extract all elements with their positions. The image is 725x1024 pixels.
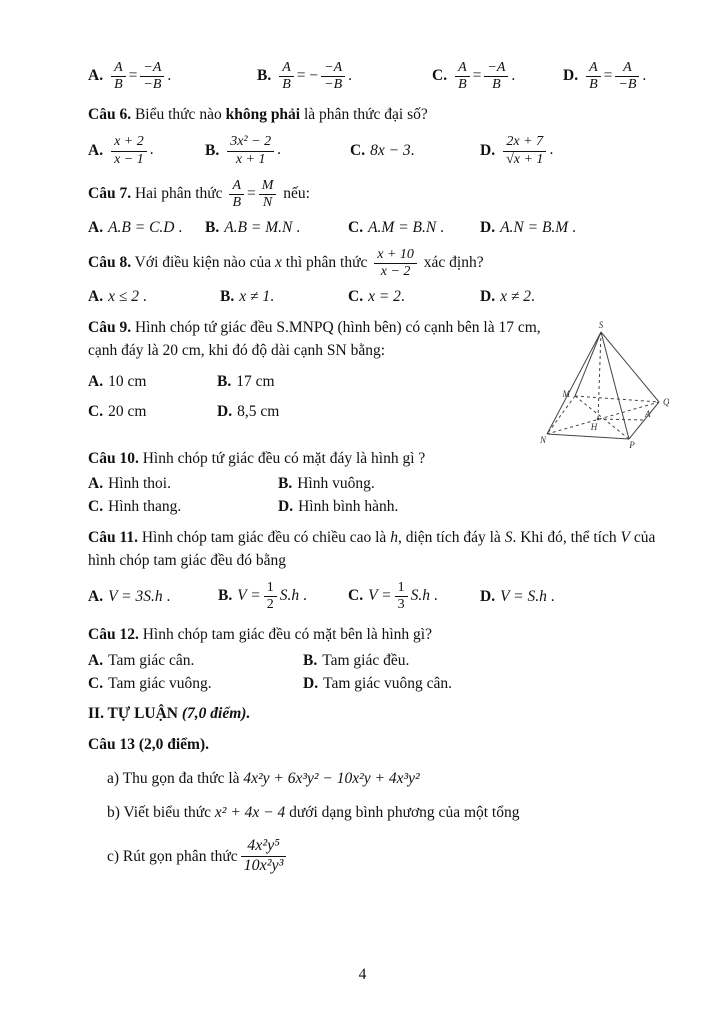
option-text: Tam giác vuông. xyxy=(108,674,212,692)
q11-option-b xyxy=(218,580,348,613)
question-number: Câu 6. xyxy=(88,106,132,124)
option-tail: . xyxy=(174,218,183,236)
option-text: 20 cm xyxy=(108,402,147,420)
question-text: xác định? xyxy=(419,253,484,271)
option-tail: . xyxy=(410,142,415,160)
fraction-denominator: −B xyxy=(618,77,637,93)
option-label: D. xyxy=(480,141,496,159)
section-2-header xyxy=(88,705,657,723)
question-10-options-row-1 xyxy=(88,475,657,493)
q12-option-b xyxy=(303,652,409,670)
option-tail: . xyxy=(549,141,554,159)
q7-option-c xyxy=(348,219,480,237)
fraction-denominator: B xyxy=(232,194,241,210)
option-label: C. xyxy=(348,587,364,605)
question-7-title xyxy=(88,178,657,211)
question-7-options xyxy=(88,219,657,237)
pyramid-figure xyxy=(537,318,669,448)
option-label: A. xyxy=(88,67,104,85)
q8-option-a xyxy=(88,288,220,306)
fraction-denominator: 2 xyxy=(266,597,274,613)
question-text: Hình chóp tam giác đều có mặt bên là hình gì? xyxy=(138,626,432,644)
fraction xyxy=(227,134,274,167)
question-9-title xyxy=(88,316,550,363)
fraction-denominator: B xyxy=(114,77,123,93)
option-label: A. xyxy=(88,474,104,492)
question-12-title xyxy=(88,623,657,646)
q8-option-c xyxy=(348,288,480,306)
option-label: B. xyxy=(218,587,233,605)
option-text: Tam giác đều. xyxy=(322,651,410,669)
option-math: V = xyxy=(237,587,261,605)
question-6 xyxy=(88,103,657,167)
fraction-denominator: B xyxy=(589,77,598,93)
fraction-denominator: x − 2 xyxy=(380,263,411,279)
option-tail: . xyxy=(642,67,647,85)
option-label: A. xyxy=(88,372,104,390)
fraction-denominator: −B xyxy=(143,77,162,93)
q12-option-c xyxy=(88,675,303,693)
q9-option-d xyxy=(217,403,279,421)
question-13-title xyxy=(88,733,657,756)
option-label: C. xyxy=(88,402,104,420)
option-tail: . xyxy=(436,218,444,236)
question-text: thì phân thức xyxy=(281,253,372,271)
option-tail: . xyxy=(167,67,172,85)
q11-option-c xyxy=(348,580,480,613)
question-text: Hình chóp tứ giác đều S.MNPQ (hình bên) có cạnh bên là 17 cm, cạnh đáy là 20 cm, khi đó độ dài cạnh SN bằng: xyxy=(88,319,541,360)
option-text: Hình bình hành. xyxy=(298,497,399,515)
fraction xyxy=(374,247,417,280)
question-number: Câu 7. xyxy=(88,184,132,202)
part-math: 4x²y + 6x³y² − 10x²y + 4x³y² xyxy=(243,769,420,787)
q10-option-c xyxy=(88,498,278,516)
question-10-title xyxy=(88,447,657,470)
q10-option-d xyxy=(278,498,398,516)
q5-option-b xyxy=(257,60,432,93)
option-label: B. xyxy=(205,218,220,236)
option-tail: . xyxy=(546,587,555,605)
option-tail: . xyxy=(568,218,576,236)
option-tail: . xyxy=(299,587,307,605)
q9-option-a xyxy=(88,373,217,391)
equals-sign: = xyxy=(472,67,482,85)
q7-option-d xyxy=(480,219,576,237)
q7-option-a xyxy=(88,219,205,237)
fraction-numerator: 3x² − 2 xyxy=(227,134,274,151)
fraction-numerator: 2x + 7 xyxy=(503,134,546,151)
fraction xyxy=(229,178,244,211)
option-math: S.h xyxy=(279,587,300,605)
option-label: A. xyxy=(88,587,104,605)
q8-option-d xyxy=(480,288,535,306)
q5-option-c xyxy=(432,60,563,93)
part-text: dưới dạng bình phương của một tổng xyxy=(285,804,520,822)
question-12-options-row-2 xyxy=(88,675,657,693)
part-text: c) Rút gọn phân thức xyxy=(107,847,238,865)
option-tail: . xyxy=(292,218,301,236)
variable-s: S xyxy=(504,528,513,546)
question-text: Với điều kiện nào của xyxy=(131,253,276,271)
fraction-numerator: −A xyxy=(484,60,508,77)
fraction xyxy=(241,837,287,875)
equals-sign: = xyxy=(247,184,256,202)
option-tail: . xyxy=(277,141,281,159)
fraction-numerator: A xyxy=(615,60,639,77)
q5-option-a xyxy=(88,60,257,93)
q9-option-b xyxy=(217,373,275,391)
option-label: B. xyxy=(303,651,318,669)
option-text: Tam giác cân. xyxy=(108,651,195,669)
fraction-numerator: A xyxy=(229,178,244,195)
q10-option-b xyxy=(278,475,375,493)
sqrt-icon: √ xyxy=(506,151,514,167)
option-math: A.M = B.N xyxy=(368,218,437,236)
option-label: A. xyxy=(88,651,104,669)
fraction xyxy=(586,60,601,93)
option-label: B. xyxy=(217,372,232,390)
option-label: C. xyxy=(348,218,364,236)
option-tail: . xyxy=(270,288,274,305)
variable-h: h xyxy=(390,528,398,546)
question-number: Câu 8. xyxy=(88,253,132,271)
option-label: C. xyxy=(88,497,104,515)
option-text: Tam giác vuông cân. xyxy=(323,674,452,692)
question-12-options-row-1 xyxy=(88,652,657,670)
question-number: Câu 10. xyxy=(88,449,139,467)
part-text: b) Viết biểu thức xyxy=(107,804,215,822)
fraction xyxy=(503,134,546,167)
fraction-numerator: −A xyxy=(140,60,164,77)
option-label: A. xyxy=(88,288,104,305)
option-math: x ≠ 2 xyxy=(500,288,531,305)
question-11-title xyxy=(88,526,657,573)
vertex-label-a: A xyxy=(645,409,651,419)
fraction-denominator xyxy=(503,152,546,168)
option-text: Hình thoi. xyxy=(108,474,171,492)
fraction xyxy=(455,60,470,93)
option-text: 8,5 cm xyxy=(237,402,280,420)
fraction-denominator: N xyxy=(262,194,273,210)
fraction xyxy=(111,134,147,167)
fraction-denominator: x + 1 xyxy=(235,151,266,167)
q11-option-a xyxy=(88,588,218,606)
option-math: A.B = M.N xyxy=(224,218,293,236)
option-tail: . xyxy=(138,288,147,305)
vertex-label-q: Q xyxy=(663,397,669,407)
option-label: B. xyxy=(220,288,235,305)
option-label: D. xyxy=(480,218,496,236)
option-math: x ≤ 2 xyxy=(108,288,139,305)
fraction-numerator: x + 2 xyxy=(111,134,147,151)
option-math: V = xyxy=(368,587,392,605)
question-10-options-row-2 xyxy=(88,498,657,516)
q12-option-d xyxy=(303,675,452,693)
question-text: . Khi đó, thể tích xyxy=(512,528,621,546)
question-8 xyxy=(88,247,657,306)
q7-option-b xyxy=(205,219,348,237)
q9-option-c xyxy=(88,403,217,421)
fraction-numerator: 1 xyxy=(264,580,277,597)
question-9 xyxy=(88,316,669,448)
option-label: D. xyxy=(278,497,294,515)
option-label: C. xyxy=(348,288,364,305)
q8-option-b xyxy=(220,288,348,306)
part-text: a) Thu gọn đa thức là xyxy=(107,769,244,787)
fraction xyxy=(321,60,345,93)
question-number: Câu 13 (2,0 điểm). xyxy=(88,735,209,753)
option-tail: . xyxy=(162,587,171,605)
fraction-numerator: −A xyxy=(321,60,345,77)
variable-x: x xyxy=(275,253,282,271)
option-math: A.N = B.M xyxy=(500,218,569,236)
option-text: 10 cm xyxy=(108,372,147,390)
option-math: x = 2 xyxy=(368,288,401,305)
fraction-numerator: x + 10 xyxy=(374,247,417,264)
question-8-title xyxy=(88,247,657,280)
fraction-denominator: 10x²y³ xyxy=(243,856,284,874)
fraction-numerator: 4x²y⁵ xyxy=(241,837,287,856)
question-6-options xyxy=(88,134,657,167)
option-math: A.B = C.D xyxy=(108,218,175,236)
q6-option-d xyxy=(480,134,553,167)
equals-sign: = xyxy=(128,67,138,85)
option-label: D. xyxy=(480,587,496,605)
fraction xyxy=(140,60,164,93)
question-7 xyxy=(88,178,657,237)
option-label: C. xyxy=(432,67,448,85)
part-math: x² + 4x − 4 xyxy=(214,804,286,822)
question-text: Hình chóp tứ giác đều có mặt đáy là hình gì ? xyxy=(138,449,426,467)
question-number: Câu 11. xyxy=(88,528,138,546)
question-13 xyxy=(88,733,657,876)
fraction-denominator: B xyxy=(492,77,501,93)
question-text: Hình chóp tam giác đều có chiều cao là xyxy=(137,528,391,546)
option-math: V = S.h xyxy=(500,587,547,605)
question-11 xyxy=(88,526,657,614)
option-label: B. xyxy=(257,67,272,85)
q13-part-b xyxy=(88,801,657,824)
question-emphasis: không phải xyxy=(225,106,301,124)
option-label: D. xyxy=(217,402,233,420)
question-number: Câu 9. xyxy=(88,319,132,336)
vertex-label-s: S xyxy=(598,320,604,330)
q13-part-c xyxy=(88,837,657,875)
option-math: V = 3S.h xyxy=(108,587,163,605)
option-tail: . xyxy=(149,141,154,159)
option-text: Hình thang. xyxy=(108,497,182,515)
question-6-title xyxy=(88,103,657,126)
option-label: C. xyxy=(350,142,366,160)
q11-option-d xyxy=(480,588,555,606)
option-tail: . xyxy=(429,587,438,605)
option-label: A. xyxy=(88,141,104,159)
fraction xyxy=(615,60,639,93)
option-tail: . xyxy=(511,67,516,85)
fraction-denominator: B xyxy=(282,77,291,93)
option-label: B. xyxy=(205,141,220,159)
question-text: là phân thức đại số? xyxy=(300,106,428,124)
option-text: 17 cm xyxy=(236,372,275,390)
fraction-numerator: A xyxy=(279,60,294,77)
q13-part-a xyxy=(88,767,657,790)
question-text: của hình chóp tam giác đều đó bằng xyxy=(88,528,656,569)
fraction-numerator: A xyxy=(455,60,470,77)
page-number xyxy=(0,966,725,984)
option-tail: . xyxy=(400,288,405,305)
pyramid-svg-icon xyxy=(537,318,669,448)
vertex-label-h: H xyxy=(590,422,598,432)
q6-option-a xyxy=(88,134,205,167)
option-math: S.h xyxy=(410,587,430,605)
fraction xyxy=(395,580,408,613)
fraction-numerator: M xyxy=(259,178,277,195)
fraction-numerator: A xyxy=(111,60,126,77)
option-label: A. xyxy=(88,218,104,236)
option-label: C. xyxy=(88,674,104,692)
fraction xyxy=(264,580,277,613)
question-12 xyxy=(88,623,657,692)
q12-option-a xyxy=(88,652,303,670)
fraction xyxy=(484,60,508,93)
question-text: , diện tích đáy là xyxy=(397,528,505,546)
question-8-options xyxy=(88,288,657,306)
option-math: 8x − 3 xyxy=(370,142,411,160)
question-text: Biểu thức nào xyxy=(131,106,226,124)
fraction-denominator: 3 xyxy=(397,597,405,613)
sqrt-radicand: x + 1 xyxy=(513,151,544,167)
question-text: nếu: xyxy=(279,184,310,202)
option-label: D. xyxy=(480,288,496,305)
equals-sign: = − xyxy=(296,67,319,85)
q6-option-b xyxy=(205,134,350,167)
fraction-denominator: x − 1 xyxy=(114,151,144,167)
question-number: Câu 12. xyxy=(88,626,139,644)
option-tail: . xyxy=(530,288,535,305)
q6-option-c xyxy=(350,142,480,160)
q5-option-d xyxy=(563,60,646,93)
option-math: x ≠ 1 xyxy=(239,288,271,305)
fraction-denominator: B xyxy=(458,77,467,93)
fraction xyxy=(279,60,294,93)
option-label: D. xyxy=(303,674,319,692)
question-text: Hai phân thức xyxy=(131,184,227,202)
vertex-label-p: P xyxy=(629,440,635,448)
fraction-denominator: −B xyxy=(324,77,343,93)
q5-options-row xyxy=(88,60,657,93)
vertex-label-n: N xyxy=(539,435,547,445)
option-text: Hình vuông. xyxy=(297,474,375,492)
equals-sign: = xyxy=(603,67,613,85)
section-title: II. TỰ LUẬN xyxy=(88,704,182,722)
fraction-numerator: 1 xyxy=(395,580,408,597)
fraction xyxy=(259,178,277,211)
page-number-text: 4 xyxy=(358,966,367,983)
section-points: (7,0 điểm). xyxy=(181,704,251,722)
question-11-options xyxy=(88,580,657,613)
option-label: D. xyxy=(563,67,579,85)
option-label: B. xyxy=(278,474,293,492)
variable-v: V xyxy=(620,528,630,546)
fraction-numerator: A xyxy=(586,60,601,77)
fraction xyxy=(111,60,126,93)
q10-option-a xyxy=(88,475,278,493)
vertex-label-m: M xyxy=(562,389,570,399)
option-tail: . xyxy=(348,67,353,85)
question-10 xyxy=(88,447,657,516)
